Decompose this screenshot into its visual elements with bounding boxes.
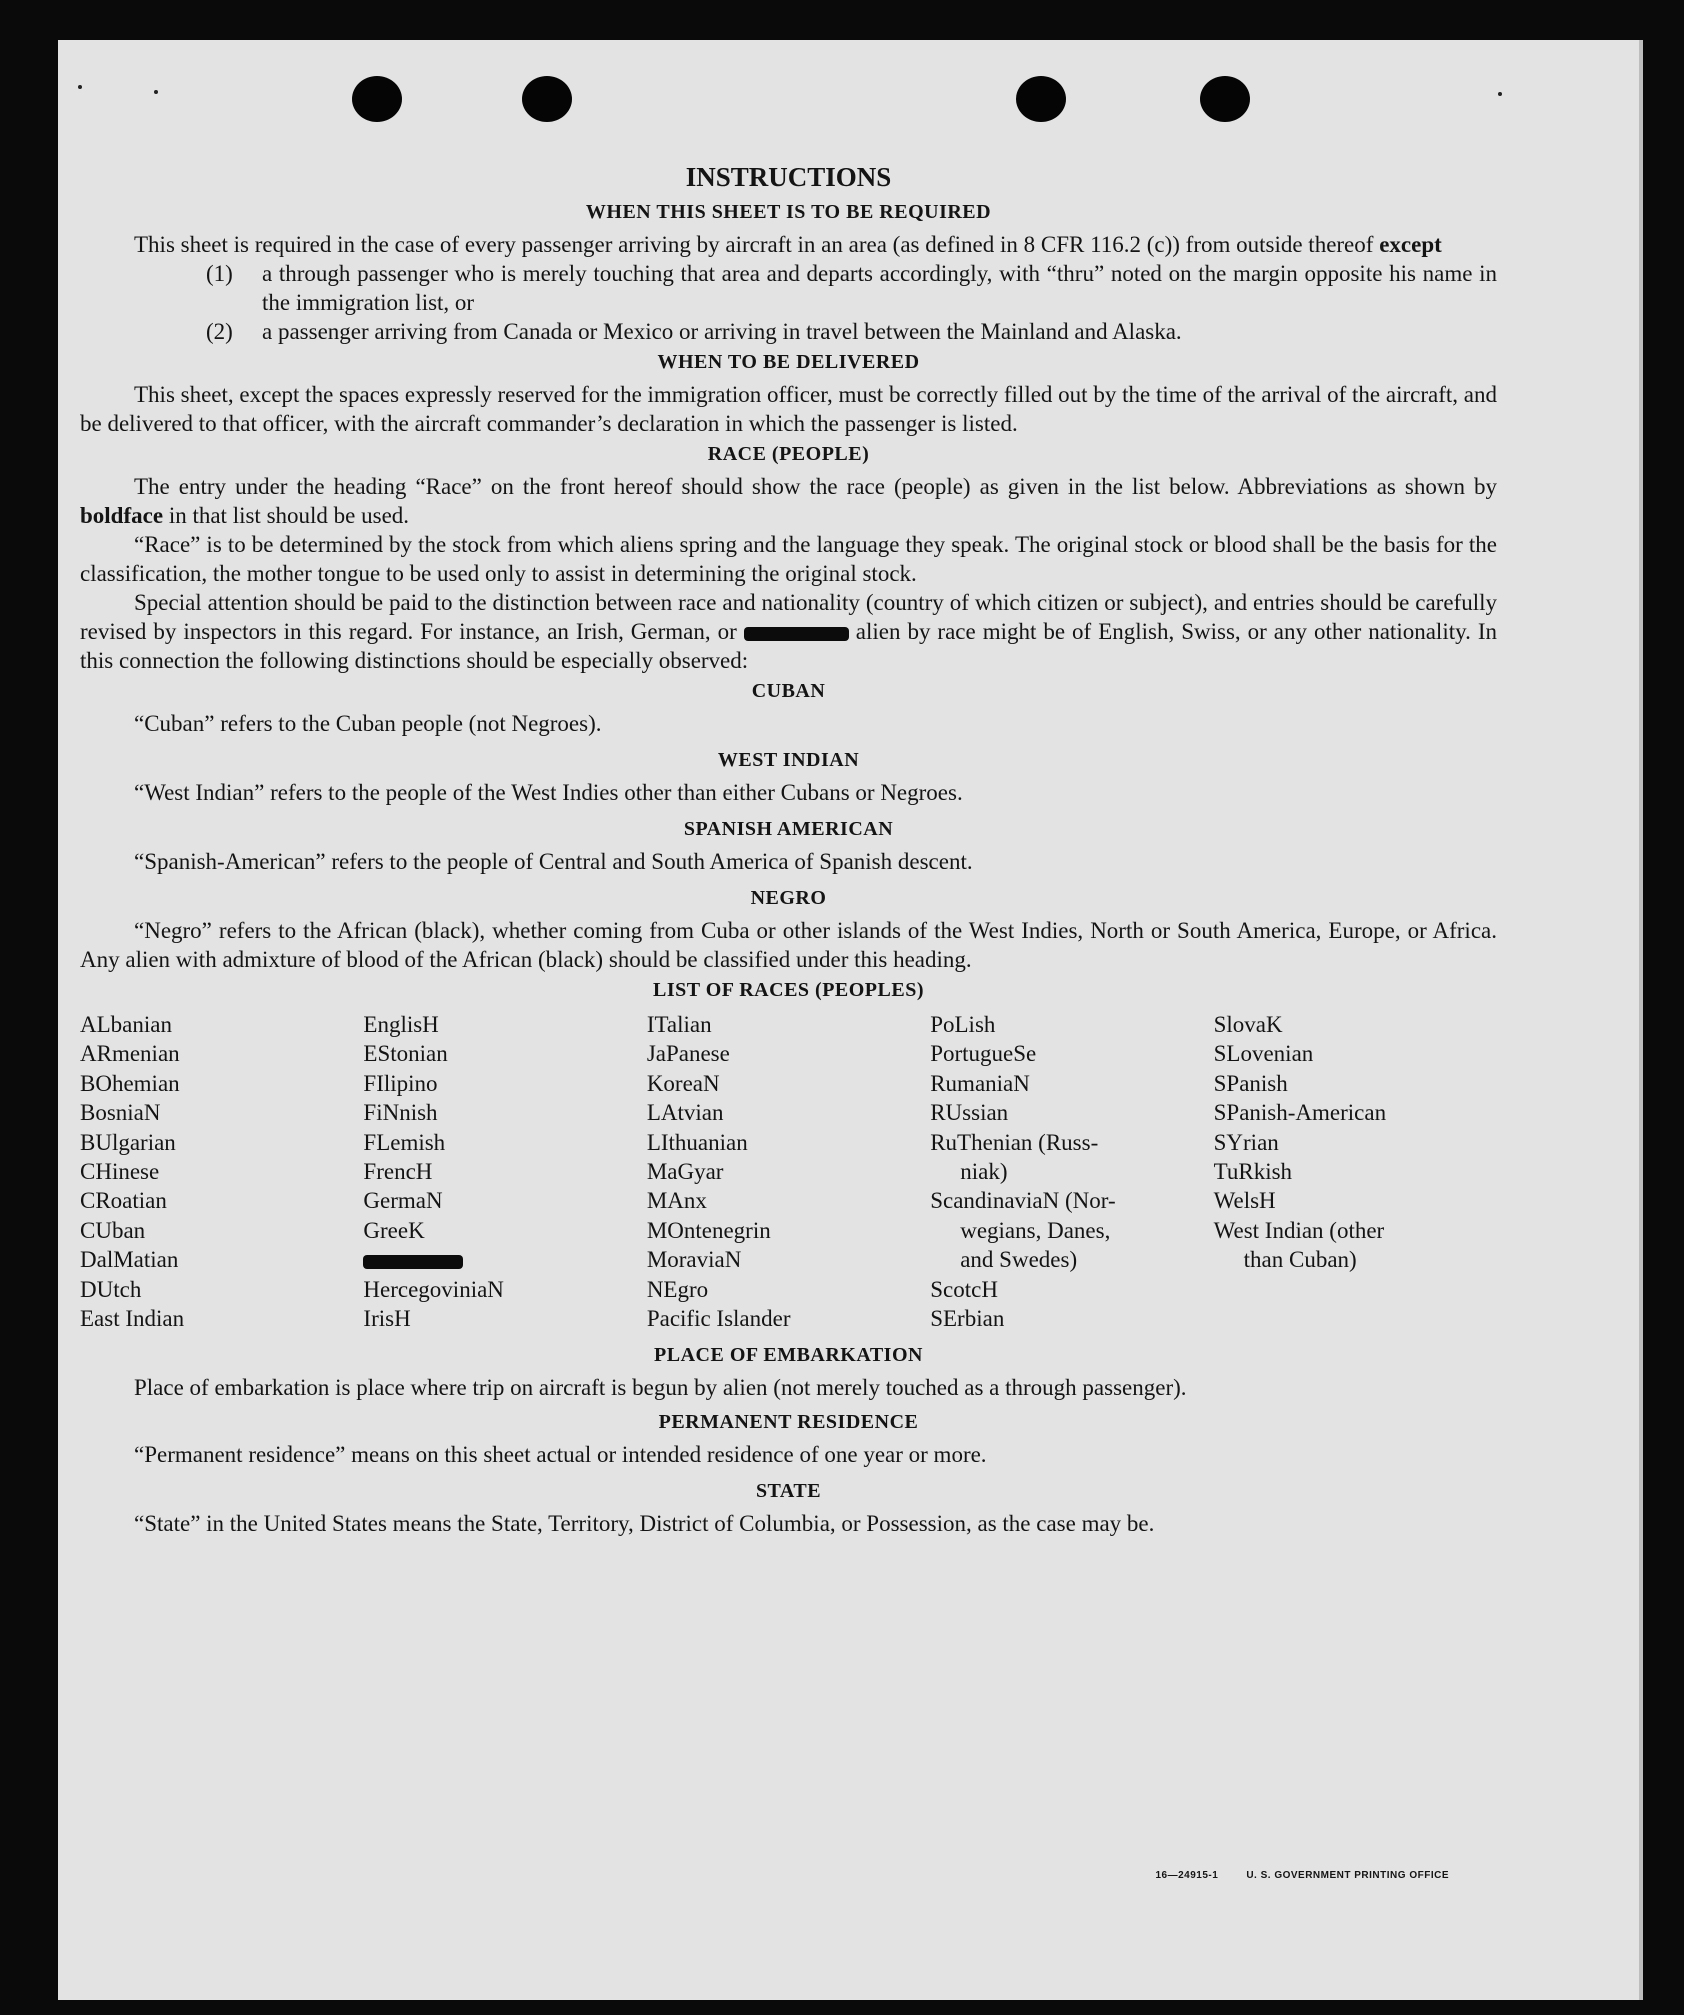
race-entry: MAnx — [646, 1188, 707, 1214]
punch-hole — [522, 76, 572, 122]
race-entry: East Indian — [80, 1306, 185, 1332]
heading-state: STATE — [755, 1480, 822, 1503]
state-text: “State” in the United States means the State, Territory, District of Columbia, or Possession, as the case may be. — [134, 1511, 1155, 1537]
heading-when-required: WHEN THIS SHEET IS TO BE REQUIRED — [585, 201, 992, 223]
race-entry: SPanish — [1213, 1070, 1288, 1096]
negro-text: “Negro” refers to the African (black), whether coming from Cuba or other islands of the West Indies, North or South America, Europe, or Africa. Any alien with admixture of blood of the African (black) should be classified under this heading. — [80, 918, 1497, 972]
race-entry: FIlipino — [363, 1070, 438, 1096]
race-entry: CUban — [80, 1217, 146, 1243]
spanish-american-text: “Spanish-American” refers to the people of Central and South America of Spanish descent. — [134, 849, 973, 874]
races-list — [80, 1010, 1497, 1333]
redaction-mark — [744, 627, 849, 641]
race-entry: SlovaK — [1213, 1012, 1283, 1037]
form-code: 16—24915-1 — [1155, 1870, 1219, 1881]
race-entry: JaPanese — [646, 1041, 730, 1067]
race-entry: and Swedes) — [960, 1247, 1078, 1273]
heading-permanent-residence: PERMANENT RESIDENCE — [658, 1411, 919, 1434]
exception-item: (1) a through passenger who is merely touching that area and departs accordingly, with “thru” noted on the margin opposite his name in the immigration list, or — [206, 261, 1497, 315]
heading-cuban: CUBAN — [751, 680, 826, 702]
redaction-mark — [363, 1255, 463, 1269]
document-sheet — [58, 40, 1643, 2000]
race-entry: GermaN — [363, 1188, 443, 1214]
punch-hole — [352, 76, 402, 122]
race-entry: ALbanian — [80, 1012, 172, 1037]
race-entry: FLemish — [363, 1129, 446, 1155]
race-entry: NEgro — [646, 1276, 709, 1302]
race-entry: RuThenian (Russ- — [930, 1129, 1099, 1155]
west-indian-text: “West Indian” refers to the people of the West Indies other than either Cubans or Negroes. — [134, 780, 963, 805]
race-entry: EnglisH — [363, 1012, 439, 1037]
race-entry: GreeK — [363, 1217, 425, 1243]
race-entry: than Cuban) — [1243, 1247, 1357, 1273]
race-entry: IrisH — [363, 1306, 411, 1332]
race-entry: SYrian — [1213, 1129, 1279, 1155]
race-entry: MOntenegrin — [646, 1217, 771, 1243]
scan-speck — [78, 85, 82, 89]
race-entry: RumaniaN — [930, 1070, 1030, 1096]
races-column — [647, 1010, 930, 1333]
race-paragraph: Special attention should be paid to the distinction between race and nationality (country of which citizen or subject), and entries should be carefully revised by inspectors in this regard. For instance, an Irish, German, or alien by race might be of English, Swiss, or any other nationality. In this connection the following distinctions should be especially observed: — [80, 590, 1497, 673]
heading-when-delivered: WHEN TO BE DELIVERED — [657, 351, 920, 373]
race-entry: RUssian — [930, 1100, 1009, 1126]
race-entry: West Indian (other — [1213, 1217, 1385, 1243]
race-entry: PoLish — [930, 1012, 996, 1037]
races-column — [930, 1010, 1213, 1333]
race-entry: MaGyar — [646, 1159, 724, 1185]
race-entry: BUlgarian — [80, 1129, 176, 1155]
race-entry: ScotcH — [930, 1276, 998, 1302]
race-entry: HercegoviniaN — [363, 1276, 504, 1302]
race-entry: KoreaN — [646, 1070, 720, 1096]
exception-item: (2) a passenger arriving from Canada or Mexico or arriving in travel between the Mainland and Alaska. — [206, 319, 1182, 344]
page-title: INSTRUCTIONS — [685, 162, 892, 192]
race-entry-redacted — [363, 1245, 646, 1274]
printer-name: U. S. GOVERNMENT PRINTING OFFICE — [1246, 1870, 1449, 1881]
heading-west-indian: WEST INDIAN — [717, 749, 860, 771]
race-entry: LIthuanian — [646, 1129, 748, 1155]
punch-hole — [1016, 76, 1066, 122]
race-paragraph: The entry under the heading “Race” on the front hereof should show the race (people) as given in the list below. Abbreviations as shown by boldface in that list should be used. — [80, 474, 1497, 528]
races-column — [363, 1010, 646, 1333]
required-intro: This sheet is required in the case of every passenger arriving by aircraft in an area (as defined in 8 CFR 116.2 (c)) from outside thereof except — [134, 232, 1442, 257]
race-entry: DalMatian — [80, 1247, 179, 1273]
race-entry: FrencH — [363, 1159, 433, 1185]
race-entry: Pacific Islander — [646, 1306, 791, 1332]
race-entry: BOhemian — [80, 1070, 180, 1096]
race-entry: wegians, Danes, — [960, 1217, 1111, 1243]
race-entry: LAtvian — [646, 1100, 724, 1126]
cuban-text: “Cuban” refers to the Cuban people (not Negroes). — [134, 711, 602, 736]
race-entry: ScandinaviaN (Nor- — [930, 1188, 1116, 1214]
heading-negro: NEGRO — [750, 887, 827, 909]
race-entry: BosniaN — [80, 1100, 161, 1126]
race-entry: ITalian — [646, 1012, 712, 1037]
race-entry: FiNnish — [363, 1100, 438, 1126]
race-entry: ARmenian — [80, 1041, 180, 1067]
heading-place-of-embarkation: PLACE OF EMBARKATION — [654, 1344, 923, 1367]
races-column — [80, 1010, 363, 1333]
heading-race: RACE (PEOPLE) — [707, 443, 870, 465]
race-entry: CHinese — [80, 1159, 160, 1185]
races-column — [1214, 1010, 1497, 1333]
race-entry: SLovenian — [1213, 1041, 1314, 1067]
race-entry: TuRkish — [1213, 1159, 1293, 1185]
race-paragraph: “Race” is to be determined by the stock from which aliens spring and the language they speak. The original stock or blood shall be the basis for the classification, the mother tongue to be used only to assist in determining the original stock. — [80, 532, 1497, 586]
printer-footer — [1155, 1870, 1449, 1881]
instructions-body — [80, 160, 1497, 1538]
race-entry: PortugueSe — [930, 1041, 1037, 1067]
race-entry: EStonian — [363, 1041, 448, 1067]
race-entry: CRoatian — [80, 1188, 167, 1214]
embarkation-text: Place of embarkation is place where trip on aircraft is begun by alien (not merely touched as a through passenger). — [134, 1375, 1187, 1401]
scan-speck — [154, 90, 158, 94]
race-entry: WelsH — [1213, 1188, 1276, 1214]
delivered-text: This sheet, except the spaces expressly reserved for the immigration officer, must be correctly filled out by the time of the arrival of the aircraft, and be delivered to that officer, with the aircraft commander’s declaration in which the passenger is listed. — [80, 382, 1497, 436]
punch-hole — [1200, 76, 1250, 122]
race-entry: niak) — [960, 1159, 1008, 1185]
race-entry: SErbian — [930, 1306, 1005, 1332]
heading-spanish-american: SPANISH AMERICAN — [683, 818, 894, 840]
heading-list-of-races: LIST OF RACES (PEOPLES) — [652, 979, 924, 1001]
race-entry: DUtch — [80, 1276, 142, 1302]
race-entry: SPanish-American — [1213, 1100, 1387, 1126]
scan-speck — [1498, 92, 1502, 96]
race-entry: MoraviaN — [646, 1247, 742, 1273]
residence-text: “Permanent residence” means on this sheet actual or intended residence of one year or more. — [134, 1442, 987, 1468]
